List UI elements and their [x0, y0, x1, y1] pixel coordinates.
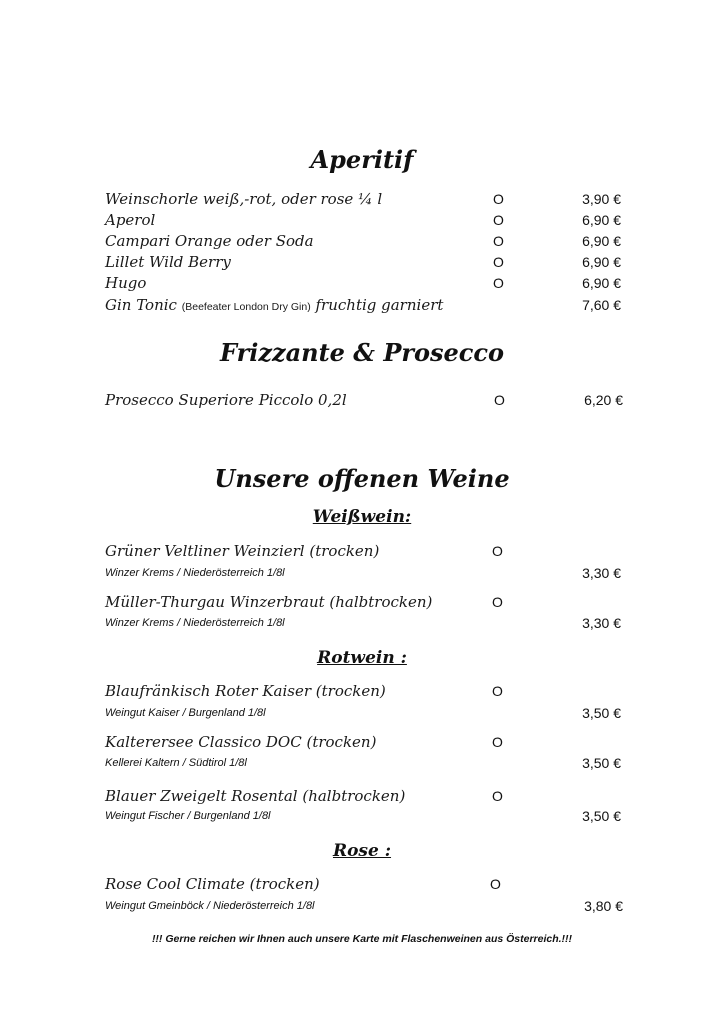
wine-origin: Kellerei Kaltern / Südtirol 1/8l: [105, 757, 247, 769]
menu-item-price: 6,20 €: [584, 392, 623, 408]
wine-mark: O: [492, 543, 503, 559]
menu-item-mark: O: [493, 254, 504, 270]
menu-item-name: Gin Tonic: [105, 296, 177, 314]
wine-name: Müller-Thurgau Winzerbraut (halbtrocken): [105, 593, 433, 611]
wine-mark: O: [490, 876, 501, 892]
white-wine-heading: Weißwein:: [312, 507, 412, 527]
menu-item-name: Lillet Wild Berry: [105, 253, 231, 271]
menu-item-price: 6,90 €: [582, 254, 621, 270]
wine-name: Rose Cool Climate (trocken): [105, 875, 320, 893]
wine-name: Blauer Zweigelt Rosental (halbtrocken): [105, 787, 406, 805]
menu-item-name: Aperol: [105, 211, 156, 229]
menu-item-name: Hugo: [105, 274, 147, 292]
menu-item-price: 6,90 €: [582, 212, 621, 228]
wine-name: Grüner Veltliner Weinzierl (trocken): [105, 542, 380, 560]
wine-origin: Weingut Fischer / Burgenland 1/8l: [105, 810, 271, 822]
menu-item-name: Weinschorle weiß,-rot, oder rose ¼ l: [105, 190, 383, 208]
wine-mark: O: [492, 734, 503, 750]
wine-price: 3,50 €: [582, 808, 621, 824]
gin-tonic-item: [105, 296, 443, 314]
menu-item-mark: O: [493, 191, 504, 207]
wines-heading: Unsere offenen Weine: [214, 464, 510, 493]
wine-name: Kalterersee Classico DOC (trocken): [105, 733, 377, 751]
menu-item-price: 6,90 €: [582, 233, 621, 249]
menu-item-price: 7,60 €: [582, 297, 621, 313]
wine-origin: Winzer Krems / Niederösterreich 1/8l: [105, 567, 285, 579]
menu-item-mark: O: [494, 392, 505, 408]
wine-mark: O: [492, 683, 503, 699]
wine-price: 3,50 €: [582, 755, 621, 771]
red-wine-heading: Rotwein :: [317, 648, 407, 668]
frizzante-heading: Frizzante & Prosecco: [219, 338, 505, 367]
rose-wine-heading: Rose :: [332, 841, 392, 861]
wine-price: 3,50 €: [582, 705, 621, 721]
wine-origin: Weingut Gmeinböck / Niederösterreich 1/8l: [105, 900, 315, 912]
menu-item-price: 6,90 €: [582, 275, 621, 291]
wine-mark: O: [492, 594, 503, 610]
wine-price: 3,30 €: [582, 565, 621, 581]
menu-item-suffix: fruchtig garniert: [315, 296, 444, 314]
aperitif-heading: Aperitif: [310, 145, 414, 174]
wine-price: 3,80 €: [584, 898, 623, 914]
menu-item-mark: O: [493, 233, 504, 249]
menu-item-mark: O: [493, 212, 504, 228]
menu-item-detail: (Beefeater London Dry Gin): [181, 301, 311, 313]
menu-item-price: 3,90 €: [582, 191, 621, 207]
menu-item-mark: O: [493, 275, 504, 291]
wine-name: Blaufränkisch Roter Kaiser (trocken): [105, 682, 386, 700]
wine-price: 3,30 €: [582, 615, 621, 631]
wine-mark: O: [492, 788, 503, 804]
menu-item-name: Prosecco Superiore Piccolo 0,2l: [105, 391, 347, 409]
wine-origin: Weingut Kaiser / Burgenland 1/8l: [105, 707, 266, 719]
wine-origin: Winzer Krems / Niederösterreich 1/8l: [105, 617, 285, 629]
footer-note: !!! Gerne reichen wir Ihnen auch unsere Karte mit Flaschenweinen aus Österreich.!!!: [151, 933, 573, 945]
menu-item-name: Campari Orange oder Soda: [105, 232, 314, 250]
